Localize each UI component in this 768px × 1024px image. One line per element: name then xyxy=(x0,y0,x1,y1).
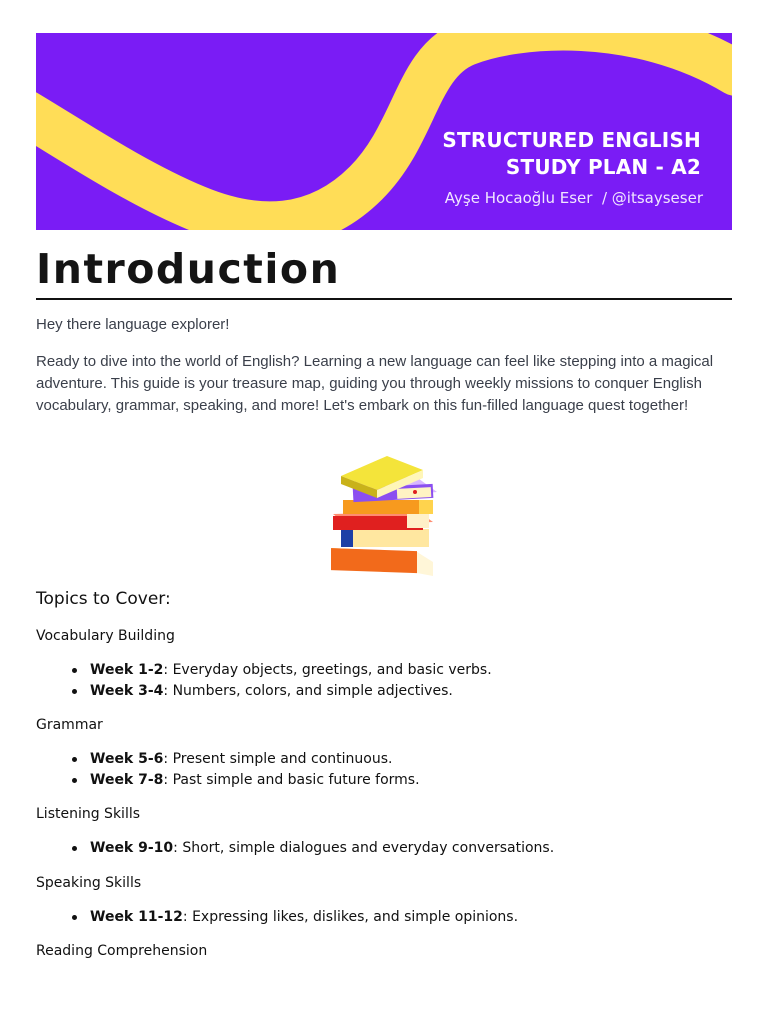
list-item xyxy=(90,770,732,791)
topics-heading: Topics to Cover: xyxy=(36,589,171,609)
grammar-week-list xyxy=(36,749,732,790)
week-label: Week 7-8 xyxy=(90,771,164,788)
document-title-line-1: STRUCTURED ENGLISH xyxy=(442,128,701,152)
topics-section xyxy=(36,586,732,961)
week-label: Week 9-10 xyxy=(90,840,174,856)
list-item xyxy=(90,660,732,681)
week-description: : Present simple and continuous. xyxy=(163,751,393,767)
vocabulary-week-list xyxy=(36,660,732,701)
week-description: : Everyday objects, greetings, and basic verbs. xyxy=(163,662,492,678)
week-description: : Past simple and basic future forms. xyxy=(163,771,420,788)
section-title-listening: Listening Skills xyxy=(36,806,141,822)
week-description: : Expressing likes, dislikes, and simple opinions. xyxy=(182,908,519,925)
list-item xyxy=(90,907,732,928)
list-item xyxy=(90,681,732,702)
section-title-speaking: Speaking Skills xyxy=(36,874,142,891)
week-description: : Numbers, colors, and simple adjectives. xyxy=(163,682,453,699)
document-title-line-2: STUDY PLAN - A2 xyxy=(505,155,701,179)
intro-greeting: Hey there language explorer! xyxy=(36,316,230,333)
document-title xyxy=(442,127,701,181)
week-description: : Short, simple dialogues and everyday conversations. xyxy=(173,840,555,856)
week-label: Week 3-4 xyxy=(90,682,164,699)
list-item xyxy=(90,838,732,859)
list-item xyxy=(90,749,732,770)
intro-section xyxy=(36,314,732,432)
listening-week-list xyxy=(36,838,732,859)
week-label: Week 11-12 xyxy=(90,908,183,925)
intro-paragraph: Ready to dive into the world of English? Learning a new language can feel like stepping into a magical adventure. This guide is your treasure map, guiding you through weekly missions to conquer English vocabulary, grammar, speaking, and more! Let's embark on this fun-filled language quest together! xyxy=(36,353,714,414)
author-credit: Ayşe Hocaoğlu Eser / @itsayseser xyxy=(444,189,703,207)
title-divider xyxy=(36,298,732,300)
section-title-reading: Reading Comprehension xyxy=(36,943,208,959)
week-label: Week 1-2 xyxy=(90,662,164,678)
stack-of-books-icon xyxy=(327,452,441,576)
page-title: Introduction xyxy=(36,245,341,293)
header-banner xyxy=(36,33,732,230)
section-title-vocabulary: Vocabulary Building xyxy=(36,628,175,644)
speaking-week-list xyxy=(36,907,732,928)
section-title-grammar: Grammar xyxy=(36,717,103,733)
week-label: Week 5-6 xyxy=(90,751,164,767)
